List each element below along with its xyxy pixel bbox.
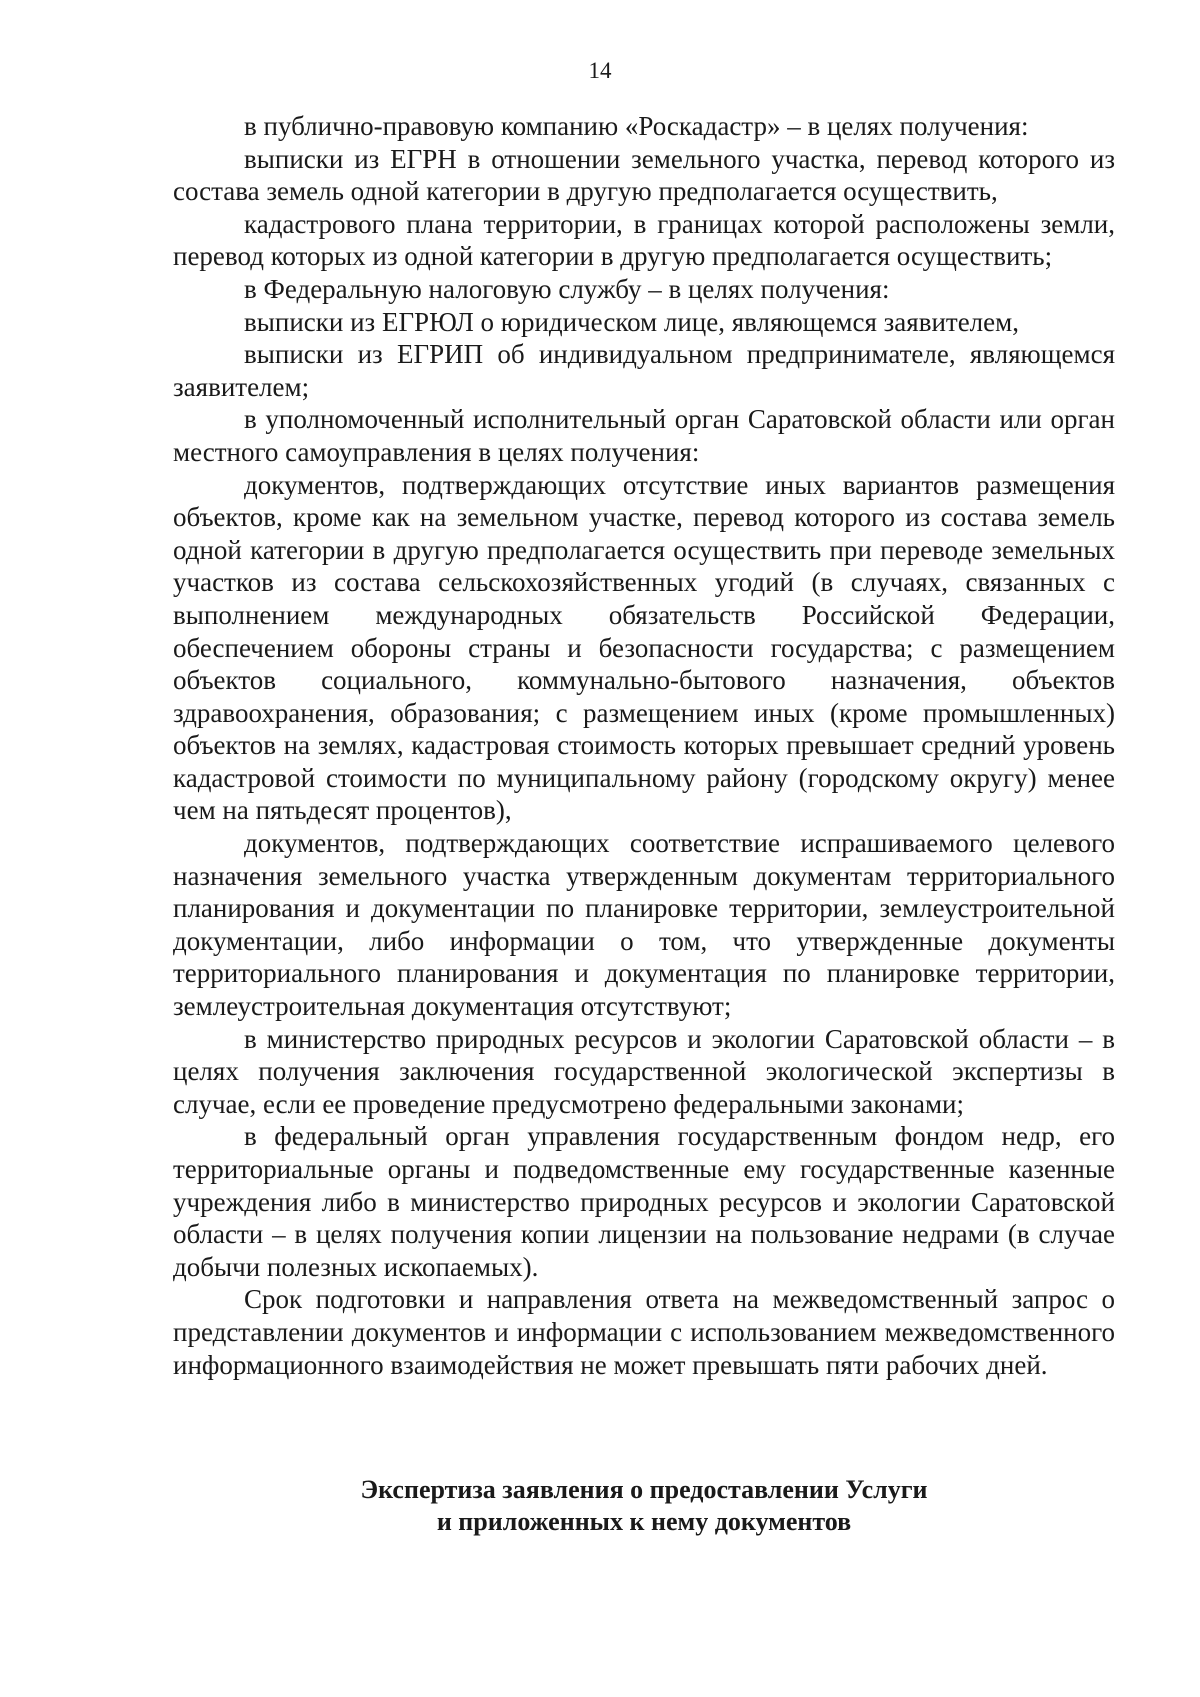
paragraph-egrn-extract: выписки из ЕГРН в отношении земельного участка, перевод которого из состава земель одной категории в другую предполагается осуществить, <box>173 143 1115 207</box>
paragraph-subsoil-license: в федеральный орган управления государственным фондом недр, его территориальные органы и подведомственные ему государственные казенные учреждения либо в министерство природных ресурсов и экологии Саратовской области – в целях получения копии лицензии на пользование недрами (в случае добычи полезных ископаемых). <box>173 1121 1115 1282</box>
paragraph-purpose-compliance: документов, подтверждающих соответствие испрашиваемого целевого назначения земельного участка утвержденным документам территориального планирования и документации по планировке территории, землеустроительной документации, либо информации о том, что утвержденные документы территориального планирования и документация по планировке территории, землеустроительная документация отсутствуют; <box>173 828 1115 1022</box>
section-heading <box>173 1474 1115 1538</box>
document-body <box>173 110 1115 1381</box>
paragraph-tax-service: в Федеральную налоговую службу – в целях получения: <box>244 273 890 304</box>
paragraph-regional-authority: в уполномоченный исполнительный орган Саратовской области или орган местного самоуправления в целях получения: <box>173 404 1115 467</box>
paragraph-egrip-extract: выписки из ЕГРИП об индивидуальном предпринимателе, являющемся заявителем; <box>173 339 1115 402</box>
paragraph-response-deadline: Срок подготовки и направления ответа на межведомственный запрос о представлении документов и информации с использованием межведомственного информационного взаимодействия не может превышать пяти рабочих дней. <box>173 1284 1115 1380</box>
paragraph-cadastral-plan: кадастрового плана территории, в границах которой расположены земли, перевод которых из одной категории в другую предполагается осуществить; <box>173 208 1115 272</box>
paragraph-placement-documents: документов, подтверждающих отсутствие иных вариантов размещения объектов, кроме как на земельном участке, перевод которого из состава земель одной категории в другую предполагается осуществить при переводе земельных участков из состава сельскохозяйственных угодий (в случаях, связанных с выполнением международных обязательств Российской Федерации, обеспечением обороны страны и безопасности государства; с размещением объектов социального, коммунально-бытового назначения, объектов здравоохранения, образования; с размещением иных (кроме промышленных) объектов на землях, кадастровая стоимость которых превышает средний уровень кадастровой стоимости по муниципальному району (городскому округу) менее чем на пятьдесят процентов), <box>173 469 1115 826</box>
paragraph-egrul-extract: выписки из ЕГРЮЛ о юридическом лице, являющемся заявителем, <box>244 306 1019 337</box>
paragraph-ecology-ministry: в министерство природных ресурсов и экологии Саратовской области – в целях получения заключения государственной экологической экспертизы в случае, если ее проведение предусмотрено федеральными законами; <box>173 1023 1115 1119</box>
section-heading-line-2: и приложенных к нему документов <box>436 1507 852 1536</box>
paragraph-roskadastr: в публично-правовую компанию «Роскадастр» – в целях получения: <box>244 111 1029 141</box>
page-number: 14 <box>588 58 612 83</box>
section-heading-line-1: Экспертиза заявления о предоставлении Услуги <box>360 1475 928 1504</box>
